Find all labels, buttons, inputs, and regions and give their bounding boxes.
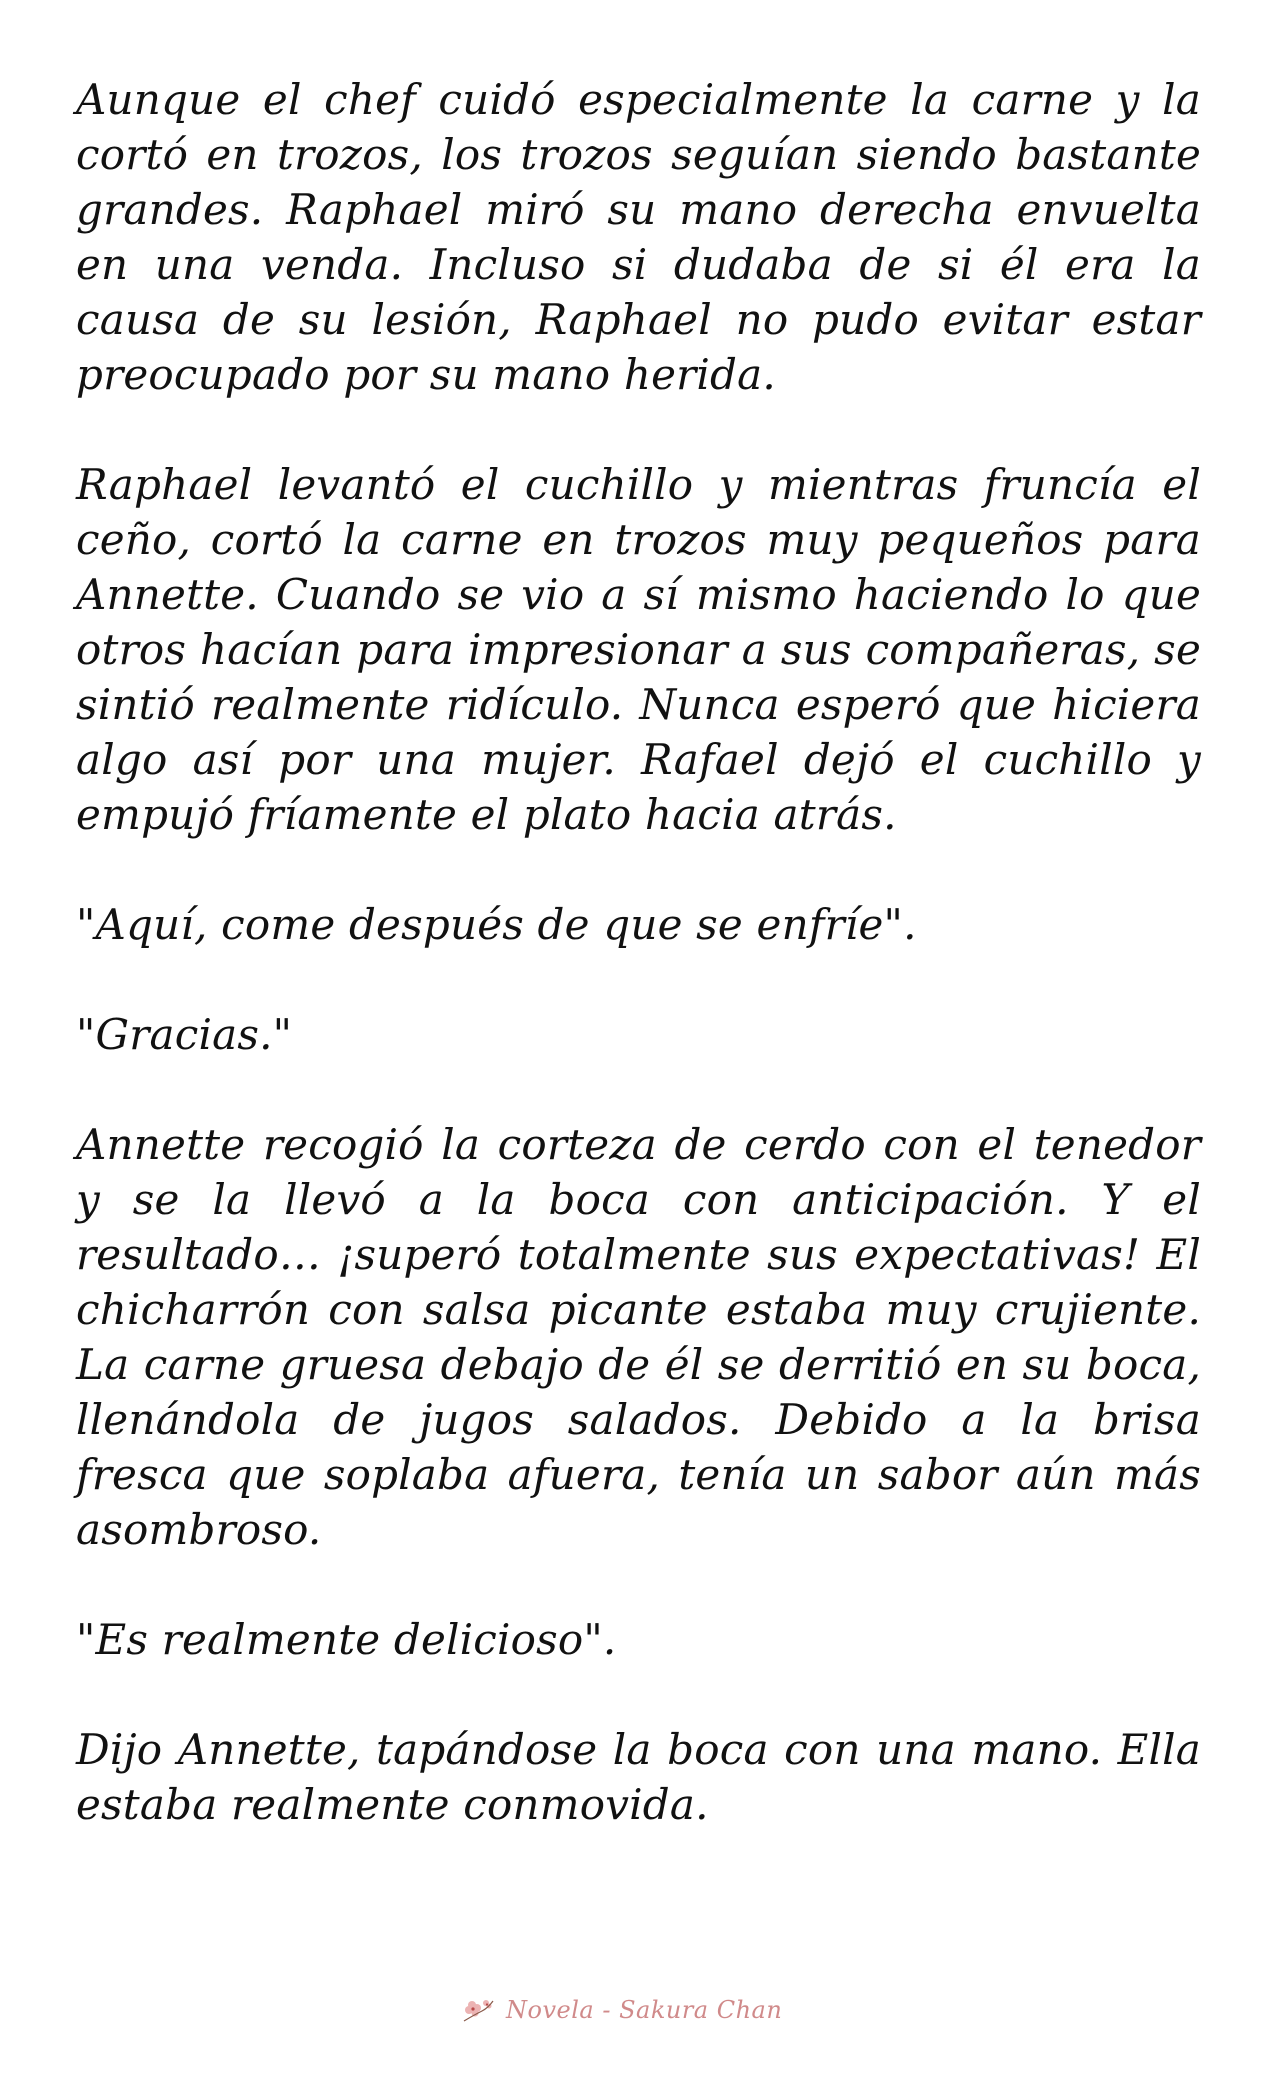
watermark-text: Novela - Sakura Chan: [506, 1996, 783, 2024]
paragraph-3-dialogue: "Aquí, come después de que se enfríe".: [76, 900, 917, 949]
cherry-blossom-icon: [460, 1995, 496, 2025]
paragraph-6-dialogue: "Es realmente delicioso".: [76, 1615, 617, 1664]
paragraph-4-dialogue: "Gracias.": [76, 1010, 293, 1059]
paragraph-2: Raphael levantó el cuchillo y mientras fruncía el ceño, cortó la carne en trozos muy pequeños para Annette. Cuando se vio a sí mismo haciendo lo que otros hacían para impresionar a sus compañeras, se sintió realmente ridículo. Nunca esperó que hiciera algo así por una mujer. Rafael dejó el cuchillo y empujó fríamente el plato hacia atrás.: [76, 460, 1201, 839]
paragraph-1: Aunque el chef cuidó especialmente la carne y la cortó en trozos, los trozos seguían siendo bastante grandes. Raphael miró su mano derecha envuelta en una venda. Incluso si dudaba de si él era la causa de su lesión, Raphael no pudo evitar estar preocupado por su mano herida.: [76, 75, 1201, 399]
document-body: [76, 72, 1201, 1832]
paragraph-5: Annette recogió la corteza de cerdo con el tenedor y se la llevó a la boca con anticipación. Y el resultado… ¡superó totalmente sus expectativas! El chicharrón con salsa picante estaba muy crujiente. La carne gruesa debajo de él se derritió en su boca, llenándola de jugos salados. Debido a la brisa fresca que soplaba afuera, tenía un sabor aún más asombroso.: [76, 1120, 1201, 1554]
watermark: [460, 1990, 840, 2030]
paragraph-7: Dijo Annette, tapándose la boca con una mano. Ella estaba realmente conmovida.: [76, 1725, 1201, 1829]
